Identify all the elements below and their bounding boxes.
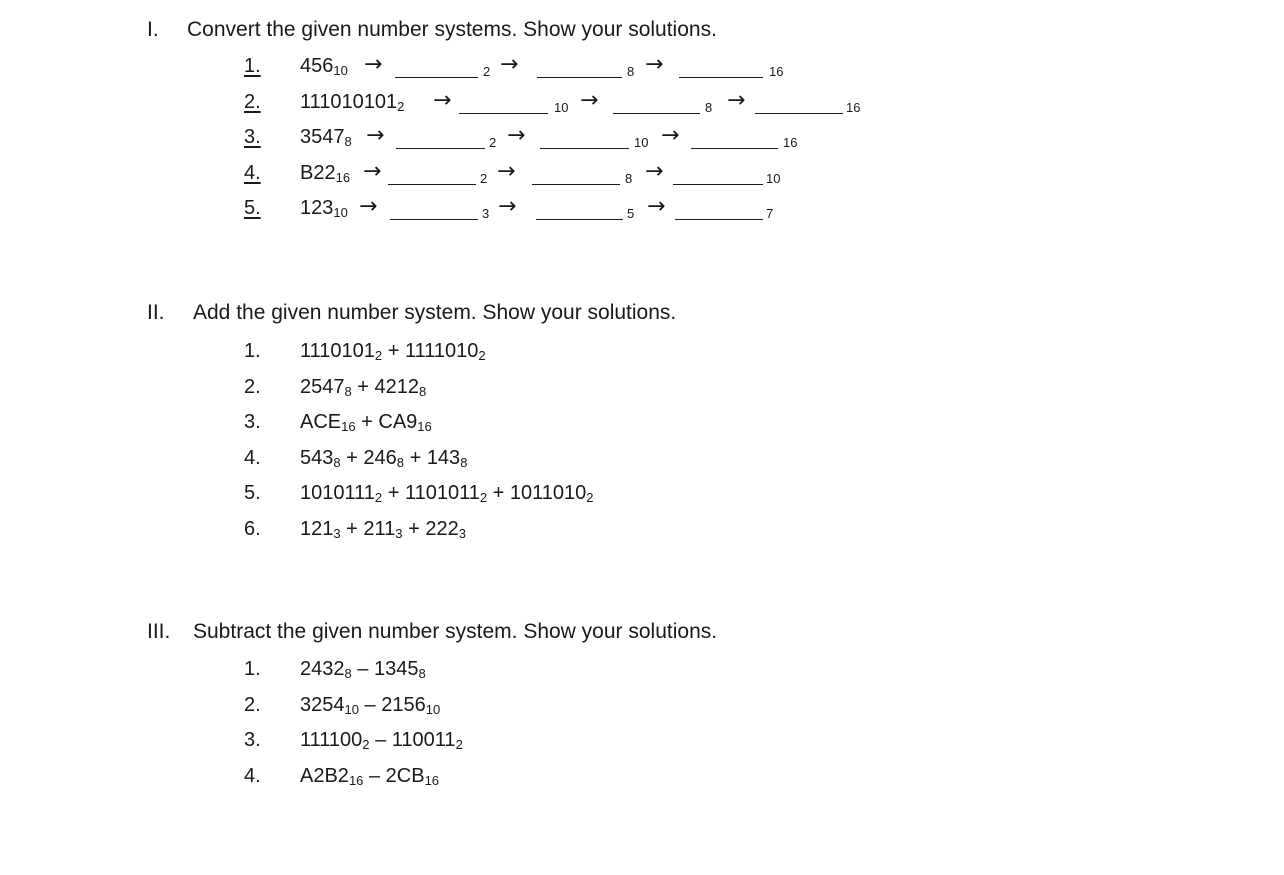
answer-blank — [675, 219, 763, 220]
term-base: 8 — [418, 666, 426, 681]
term-base: 8 — [396, 454, 405, 470]
term-value: CA9 — [378, 411, 418, 433]
answer-blank — [532, 184, 620, 185]
term-base: 2 — [362, 737, 370, 752]
answer-blank — [537, 77, 622, 78]
term-value: ACE — [300, 411, 342, 433]
answer-blank — [395, 77, 478, 78]
term-value: 2547 — [300, 375, 345, 398]
term-value: 1101011 — [404, 482, 480, 504]
math-expression — [300, 518, 466, 541]
target-base-label: 16 — [783, 135, 798, 150]
arrow-icon: → — [645, 159, 664, 184]
term-value: 2156 — [381, 693, 426, 716]
item-number: 4. — [244, 446, 261, 469]
operator: + — [404, 446, 427, 469]
arrow-icon: → — [500, 52, 519, 77]
term-base: 10 — [333, 63, 348, 78]
arrow-icon: → — [498, 194, 517, 219]
arrow-icon: → — [433, 88, 452, 113]
operator: + — [355, 411, 379, 433]
term-value: 1010111 — [300, 482, 375, 504]
arrow-icon: → — [645, 52, 664, 77]
term-value: 1110101 — [300, 340, 375, 362]
target-base-label: 16 — [846, 100, 861, 115]
section-numeral: II. — [147, 301, 165, 324]
target-base-label: 7 — [766, 206, 774, 221]
term-value: 4212 — [374, 375, 420, 398]
arrow-icon: → — [363, 159, 382, 184]
conversion-start-value — [300, 126, 352, 149]
term-value: 143 — [426, 446, 461, 469]
item-number: 3. — [244, 729, 261, 751]
answer-blank — [388, 184, 476, 185]
term-value: 3547 — [300, 126, 345, 148]
term-base: 16 — [341, 419, 356, 434]
item-number: 4. — [244, 162, 261, 184]
math-expression — [300, 447, 467, 470]
answer-blank — [613, 113, 700, 114]
section-title: Subtract the given number system. Show your solutions. — [193, 620, 718, 643]
item-number: 3. — [244, 126, 261, 148]
math-expression — [300, 411, 432, 434]
term-base: 2 — [586, 490, 594, 505]
arrow-icon: → — [727, 88, 746, 113]
target-base-label: 10 — [634, 135, 649, 150]
target-base-label: 8 — [705, 100, 713, 115]
math-expression — [300, 694, 440, 717]
term-base: 10 — [425, 701, 441, 717]
item-number: 2. — [244, 375, 261, 398]
term-base: 2 — [374, 348, 383, 363]
term-base: 8 — [333, 454, 341, 470]
term-value: 110011 — [391, 729, 456, 751]
arrow-icon: → — [359, 194, 378, 219]
item-number: 1. — [244, 658, 261, 680]
term-value: 123 — [300, 197, 334, 219]
term-base: 2 — [479, 490, 488, 505]
term-base: 16 — [424, 772, 440, 788]
answer-blank — [390, 219, 478, 220]
math-expression — [300, 482, 594, 505]
term-base: 3 — [333, 525, 341, 541]
operator: + — [382, 482, 405, 504]
operator: + — [487, 482, 510, 504]
term-base: 8 — [419, 383, 427, 399]
section-numeral: III. — [147, 620, 171, 643]
term-base: 2 — [478, 348, 486, 363]
target-base-label: 8 — [627, 64, 635, 79]
term-value: 2432 — [300, 658, 345, 680]
target-base-label: 16 — [769, 64, 784, 79]
term-value: 211 — [363, 517, 396, 540]
term-value: A2B2 — [300, 764, 349, 787]
term-value: 3254 — [300, 693, 345, 716]
operator: – — [351, 658, 374, 680]
target-base-label: 3 — [482, 206, 490, 221]
term-base: 16 — [335, 170, 351, 185]
term-base: 3 — [395, 525, 403, 541]
target-base-label: 2 — [489, 135, 497, 150]
operator: – — [363, 764, 386, 787]
operator: – — [358, 693, 382, 716]
math-expression — [300, 340, 486, 363]
term-value: 246 — [363, 446, 397, 469]
operator: + — [402, 517, 426, 540]
answer-blank — [396, 148, 485, 149]
item-number: 2. — [244, 91, 261, 113]
term-base: 8 — [344, 383, 352, 399]
term-base: 2 — [455, 737, 463, 752]
term-value: 2CB — [385, 764, 425, 787]
term-value: 111010101 — [300, 91, 398, 113]
term-value: 456 — [300, 55, 334, 77]
operator: – — [369, 729, 392, 751]
term-value: 111100 — [300, 729, 363, 751]
operator: + — [340, 446, 364, 469]
item-number: 5. — [244, 482, 261, 504]
conversion-start-value — [300, 91, 404, 114]
term-base: 2 — [374, 490, 383, 505]
term-base: 16 — [417, 419, 432, 434]
conversion-start-value — [300, 197, 348, 220]
answer-blank — [459, 113, 548, 114]
term-value: 1111010 — [404, 340, 479, 362]
arrow-icon: → — [366, 123, 385, 148]
item-number: 4. — [244, 764, 261, 787]
arrow-icon: → — [580, 88, 599, 113]
arrow-icon: → — [661, 123, 680, 148]
math-expression — [300, 376, 426, 399]
term-value: 222 — [425, 517, 459, 540]
target-base-label: 5 — [627, 206, 635, 221]
math-expression — [300, 765, 439, 788]
operator: + — [340, 517, 364, 540]
item-number: 5. — [244, 197, 261, 219]
conversion-start-value — [300, 55, 348, 78]
operator: + — [351, 375, 375, 398]
section-title: Add the given number system. Show your solutions. — [193, 301, 677, 324]
term-base: 10 — [333, 205, 348, 220]
term-value: 543 — [300, 446, 334, 469]
term-base: 8 — [344, 134, 352, 149]
item-number: 2. — [244, 693, 261, 716]
target-base-label: 10 — [766, 171, 781, 186]
arrow-icon: → — [507, 123, 526, 148]
term-base: 8 — [460, 454, 468, 470]
target-base-label: 10 — [554, 100, 569, 115]
term-value: 121 — [300, 517, 334, 540]
operator: + — [382, 340, 405, 362]
arrow-icon: → — [364, 52, 383, 77]
conversion-start-value — [300, 162, 350, 185]
section-numeral: I. — [147, 18, 159, 41]
arrow-icon: → — [497, 159, 516, 184]
item-number: 1. — [244, 55, 261, 77]
answer-blank — [540, 148, 629, 149]
term-base: 3 — [458, 525, 466, 541]
answer-blank — [679, 77, 763, 78]
term-base: 16 — [348, 772, 364, 788]
term-value: B22 — [300, 162, 336, 184]
term-base: 8 — [344, 666, 352, 681]
math-expression — [300, 658, 426, 681]
target-base-label: 2 — [483, 64, 491, 79]
term-value: 1345 — [373, 658, 419, 680]
arrow-icon: → — [647, 194, 666, 219]
target-base-label: 2 — [480, 171, 488, 186]
section-title: Convert the given number systems. Show your solutions. — [187, 18, 717, 41]
term-value: 1011010 — [509, 482, 587, 504]
math-expression — [300, 729, 463, 752]
target-base-label: 8 — [625, 171, 633, 186]
answer-blank — [691, 148, 778, 149]
item-number: 3. — [244, 411, 261, 433]
term-base: 10 — [344, 701, 359, 717]
answer-blank — [673, 184, 763, 185]
answer-blank — [536, 219, 623, 220]
item-number: 1. — [244, 340, 261, 362]
item-number: 6. — [244, 517, 261, 540]
answer-blank — [755, 113, 843, 114]
term-base: 2 — [397, 99, 405, 114]
